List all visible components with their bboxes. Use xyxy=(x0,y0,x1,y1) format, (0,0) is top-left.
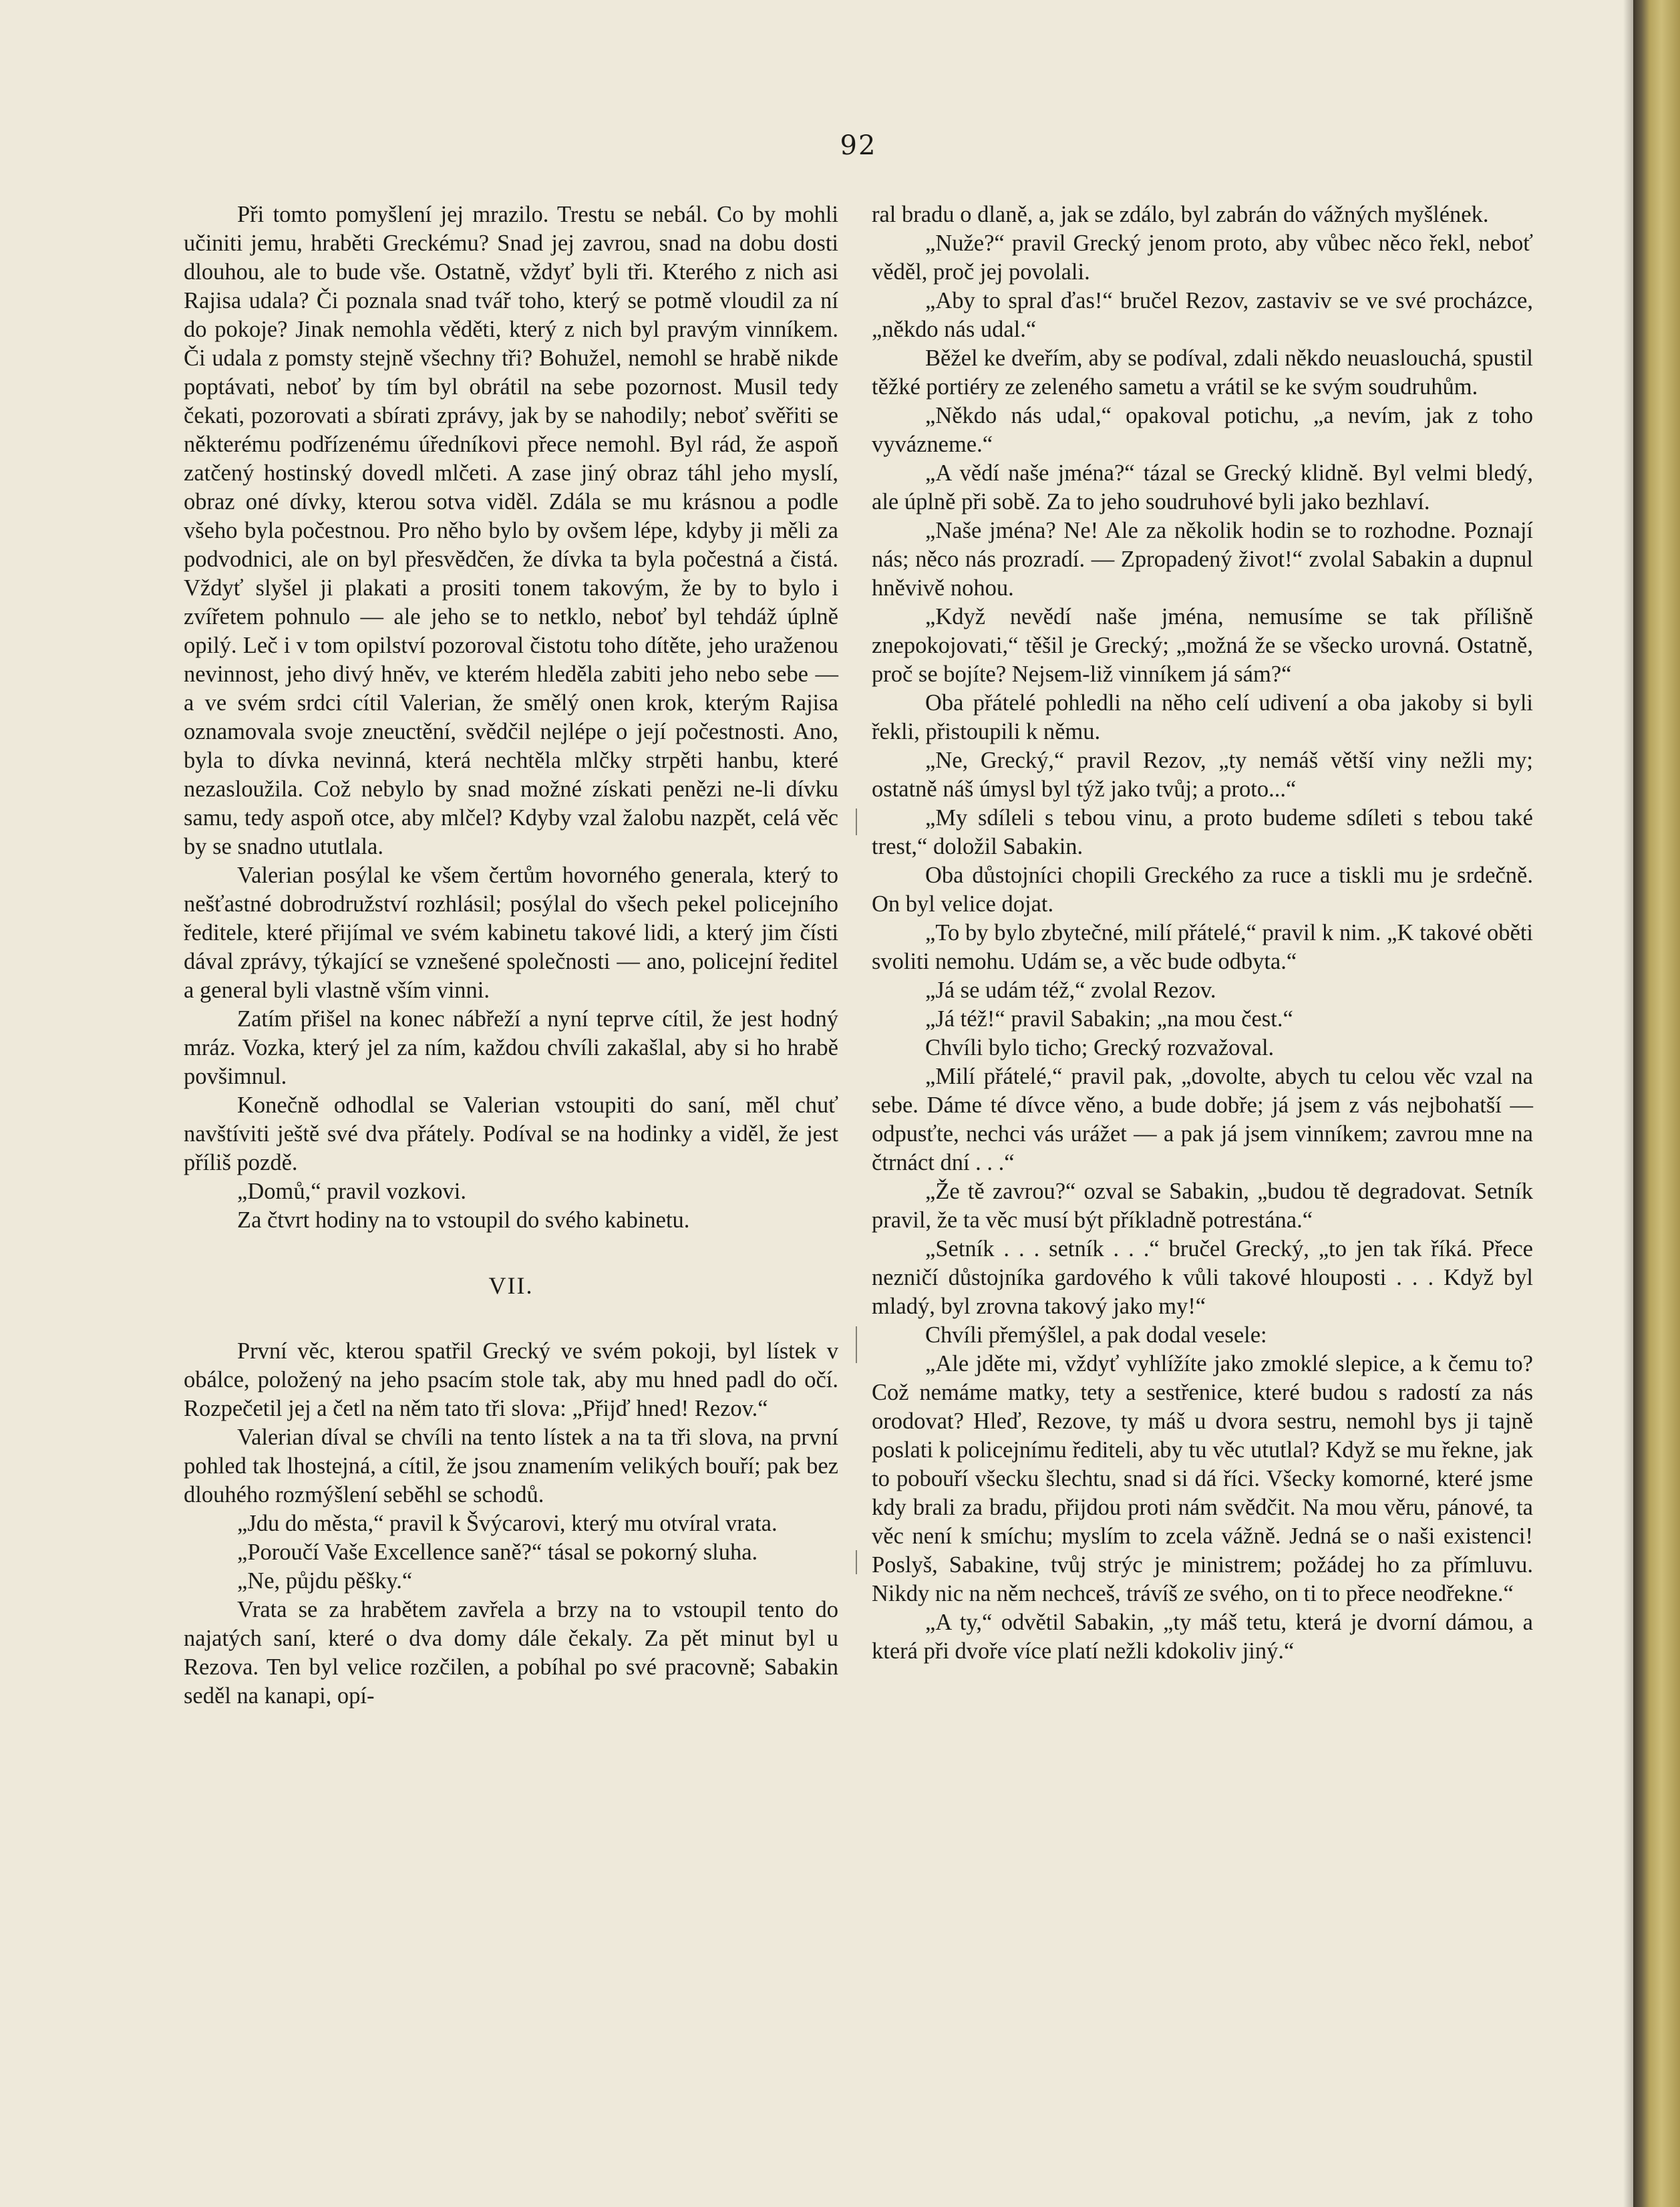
paragraph: „My sdíleli s tebou vinu, a proto budeme sdíleti s tebou také trest,“ doložil Sabakin. xyxy=(872,805,1533,859)
paragraph: „Jdu do města,“ pravil k Švýcarovi, který mu otvíral vrata. xyxy=(237,1511,778,1536)
paragraph: Valerian díval se chvíli na tento lístek a na ta tři slova, na první pohled tak lhostejná, a cítil, že jsou znamením velikých bouří; pak bez dlouhého rozmýšlení seběhl se schodů. xyxy=(184,1425,838,1507)
paragraph: Chvíli bylo ticho; Grecký rozvažoval. xyxy=(925,1035,1275,1060)
paragraph: „Že tě zavrou?“ ozval se Sabakin, „budou tě degradovat. Setník pravil, že ta věc musí být příkladně potrestána.“ xyxy=(872,1179,1533,1233)
book-spine xyxy=(1633,0,1680,2207)
paragraph-continuation: ral bradu o dlaně, a, jak se zdálo, byl zabrán do vážných myšlének. xyxy=(872,202,1489,227)
page-number: 92 xyxy=(840,130,877,161)
paragraph: „To by bylo zbytečné, milí přátelé,“ pravil k nim. „K takové oběti svoliti nemohu. Udám se, a věc bude odbyta.“ xyxy=(872,920,1533,974)
paragraph: Chvíli přemýšlel, a pak dodal vesele: xyxy=(925,1322,1267,1348)
paragraph: „Někdo nás udal,“ opakoval potichu, „a nevím, jak z toho vyvázneme.“ xyxy=(872,403,1533,457)
column-rule-mark xyxy=(856,1326,857,1363)
paragraph: „Setník . . . setník . . .“ bručel Grecký, „to jen tak říká. Přece nezničí důstojníka gardového k vůli takové hlouposti . . . Když byl mladý, byl zrovna takový jako my!“ xyxy=(872,1236,1533,1319)
paragraph: „Nuže?“ pravil Grecký jenom proto, aby vůbec něco řekl, neboť věděl, proč jej povolali. xyxy=(872,231,1533,285)
paragraph: Valerian posýlal ke všem čertům hovorného generala, který to nešťastné dobrodružství rozhlásil; posýlal do všech pekel policejního ředitele, které přijímal ve svém kabinetu takové lidi, a který jim čísti dával zprávy, týkající se vznešené společnosti — ano, policejní ředitel a general byli vlastně vším vinni. xyxy=(184,863,838,1003)
paragraph: Zatím přišel na konec nábřeží a nyní teprve cítil, že jest hodný mráz. Vozka, který jel za ním, každou chvíli zakašlal, aby si ho hrabě povšimnul. xyxy=(184,1006,838,1089)
paragraph: „Milí přátelé,“ pravil pak, „dovolte, abych tu celou věc vzal na sebe. Dáme té dívce věno, a bude dobře; já jsem z vás nejbohatší — odpusťte, nechci vás urážet — a pak já jsem vinníkem; zavrou mne na čtrnáct dní . . .“ xyxy=(872,1064,1533,1175)
paragraph: Oba přátelé pohledli na něho celí udivení a oba jakoby si byli řekli, přistoupili k němu. xyxy=(872,690,1533,744)
paragraph: Vrata se za hrabětem zavřela a brzy na to vstoupil tento do najatých saní, které o dva domy dále čekaly. Za pět minut byl u Rezova. Ten byl velice rozčilen, a pobíhal po své pracovně; Sabakin seděl na kanapi, opí- xyxy=(184,1597,838,1709)
paragraph: Při tomto pomyšlení jej mrazilo. Trestu se nebál. Co by mohli učiniti jemu, hraběti Greckému? Snad jej zavrou, snad na dobu dosti dlouhou, ale to bude vše. Ostatně, vždyť byli tři. Kterého z nich asi Rajisa udala? Či poznala snad tvář toho, který se potmě vloudil za ní do pokoje? Jinak nemohla věděti, který z nich byl pravým vinníkem. Či udala z pomsty stejně všechny tři? Bohužel, nemohl se hrabě nikde poptávati, neboť by tím byl obrátil na sebe pozornost. Musil tedy čekati, pozorovati a sbírati zprávy, jak by se nahodily; neboť svěřiti se některému podřízenému úředníkovi přece nemohl. Byl rád, že aspoň zatčený hostinský dovedl mlčeti. A zase jiný obraz táhl jeho myslí, obraz oné dívky, kterou sotva viděl. Zdála se mu krásnou a podle všeho byla počestnou. Pro něho bylo by ovšem lépe, kdyby ji měli za podvodnici, ale on byl přesvědčen, že dívka ta byla počestná a čistá. Vždyť slyšel ji plakati a prositi tonem takovým, že by to bylo i zvířetem pohnulo — ale jeho se to netklo, neboť byl tehdáž úplně opilý. Leč i v tom opilství pozoroval čistotu toho dítěte, jeho uraženou nevinnost, jeho divý hněv, ve kterém hleděla zabiti jeho nebo sebe — a ve svém srdci cítil Valerian, že smělý onen krok, kterým Rajisa oznamovala svoje zneuctění, svědčil nejlépe o její počestnosti. Ano, byla to dívka nevinná, která nechtěla mlčky strpěti hanbu, které nezasloužila. Což nebylo by snad možné získati penězi ne-li dívku samu, tedy aspoň otce, aby mlčel? Kdyby vzal žalobu nazpět, celá věc by se snadno ututlala. xyxy=(184,202,838,859)
column-rule-mark xyxy=(856,808,857,835)
paragraph: Za čtvrt hodiny na to vstoupil do svého kabinetu. xyxy=(237,1207,690,1233)
left-column xyxy=(184,200,838,1711)
paragraph: „Aby to spral ďas!“ bručel Rezov, zastaviv se ve své procházce, „někdo nás udal.“ xyxy=(872,288,1533,342)
paragraph: „Když nevědí naše jména, nemusíme se tak přílišně znepokojovati,“ těšil je Grecký; „možná že se všecko urovná. Ostatně, proč se bojíte? Nejsem-liž vinníkem já sám?“ xyxy=(872,604,1533,687)
paragraph: První věc, kterou spatřil Grecký ve svém pokoji, byl lístek v obálce, položený na jeho psacím stole tak, aby mu hned padl do očí. Rozpečetil jej a četl na něm tato tři slova: „Přijď hned! Rezov.“ xyxy=(184,1338,838,1421)
right-column xyxy=(872,200,1533,1666)
paragraph: „Poroučí Vaše Excellence saně?“ tásal se pokorný sluha. xyxy=(237,1539,758,1565)
paragraph: Konečně odhodlal se Valerian vstoupiti do saní, měl chuť navštíviti ještě své dva přátely. Podíval se na hodinky a viděl, že jest příliš pozdě. xyxy=(184,1092,838,1175)
paragraph: „Ne, Grecký,“ pravil Rezov, „ty nemáš větší viny nežli my; ostatně náš úmysl byl týž jako tvůj; a proto...“ xyxy=(872,748,1533,802)
paragraph: „Já též!“ pravil Sabakin; „na mou čest.“ xyxy=(925,1006,1293,1032)
paragraph: „Ale jděte mi, vždyť vyhlížíte jako zmoklé slepice, a k čemu to? Což nemáme matky, tety a sestřenice, které budou s radostí za nás orodovat? Hleď, Rezove, ty máš u dvora sestru, nemohl bys ji tajně poslati k policejnímu řediteli, aby tu věc ututlal? Když se mu řekne, jak to pobouří všecku šlechtu, snad si dá říci. Všecky komorné, které jsme kdy brali za bradu, přijdou proti nám svědčit. Na mou věru, pánové, ta věc není k smíchu; myslím to zcela vážně. Jedná se o naši existenci! Poslyš, Sabakine, tvůj strýc je ministrem; požádej ho za přímluvu. Nikdy nic na něm nechceš, trávíš ze svého, on ti to přece neodřekne.“ xyxy=(872,1351,1533,1606)
paragraph: „A ty,“ odvětil Sabakin, „ty máš tetu, která je dvorní dámou, a která při dvoře více platí nežli kdokoliv jiný.“ xyxy=(872,1610,1533,1664)
paragraph: Běžel ke dveřím, aby se podíval, zdali někdo neuaslouchá, spustil těžké portiéry ze zeleného sametu a vrátil se ke svým soudruhům. xyxy=(872,345,1533,400)
paragraph: „Domů,“ pravil vozkovi. xyxy=(237,1179,466,1204)
paragraph: „A vědí naše jména?“ tázal se Grecký klidně. Byl velmi bledý, ale úplně při sobě. Za to jeho soudruhové byli jako bezhlaví. xyxy=(872,460,1533,514)
chapter-heading: VII. xyxy=(488,1272,534,1299)
paragraph: „Já se udám též,“ zvolal Rezov. xyxy=(925,978,1216,1003)
paragraph: Oba důstojníci chopili Greckého za ruce a tiskli mu je srdečně. On byl velice dojat. xyxy=(872,863,1533,917)
column-rule-mark xyxy=(856,1550,857,1574)
paragraph: „Ne, půjdu pěšky.“ xyxy=(237,1568,413,1594)
paragraph: „Naše jména? Ne! Ale za několik hodin se to rozhodne. Poznají nás; něco nás prozradí. — Zpropadený život!“ zvolal Sabakin a dupnul hněvivě nohou. xyxy=(872,518,1533,601)
